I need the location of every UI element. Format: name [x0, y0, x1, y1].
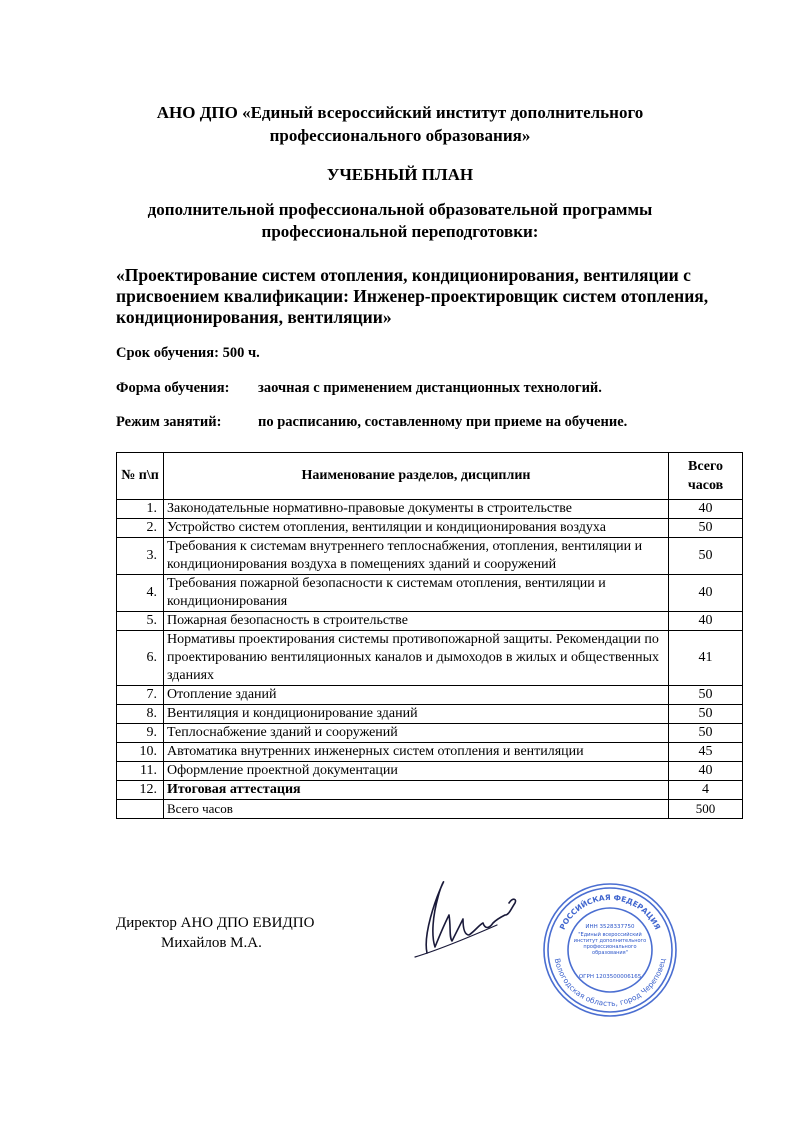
table-row	[117, 705, 743, 724]
column-header-hours	[669, 453, 743, 500]
total-hours: 500	[669, 800, 743, 819]
curriculum-table-body	[117, 500, 743, 800]
row-hours: 40	[669, 612, 743, 631]
document-title: УЧЕБНЫЙ ПЛАН	[326, 165, 474, 184]
organization-name	[0, 101, 800, 147]
table-header-row	[117, 453, 743, 500]
row-discipline-name: Нормативы проектирования системы противопожарной защиты. Рекомендации по проектированию вентиляционных каналов и дымоходов в жилых и общественных зданиях	[164, 631, 669, 686]
director-name: Михайлов М.А.	[161, 935, 262, 951]
official-stamp	[540, 880, 680, 1020]
org-line-2: профессионального образования»	[269, 126, 531, 145]
curriculum-table	[116, 452, 743, 819]
row-number: 3.	[117, 538, 164, 575]
column-header-number: № п\п	[117, 453, 164, 500]
row-hours: 50	[669, 724, 743, 743]
table-row	[117, 500, 743, 519]
study-form-label: Форма обучения:	[116, 380, 230, 396]
row-hours: 41	[669, 631, 743, 686]
row-number: 1.	[117, 500, 164, 519]
row-discipline-name: Автоматика внутренних инженерных систем отопления и вентиляции	[164, 743, 669, 762]
row-discipline-name: Устройство систем отопления, вентиляции и кондиционирования воздуха	[164, 519, 669, 538]
study-mode-value: по расписанию, составленному при приеме на обучение.	[258, 414, 628, 430]
row-discipline-name: Законодательные нормативно-правовые документы в строительстве	[164, 500, 669, 519]
table-row	[117, 781, 743, 800]
stamp-inner-text: "Единый всероссийский институт дополнительного профессионального образования"	[573, 932, 647, 956]
row-hours: 50	[669, 686, 743, 705]
row-discipline-name: Требования пожарной безопасности к системам отопления, вентиляции и кондиционирования	[164, 575, 669, 612]
study-mode	[116, 414, 628, 431]
row-discipline-name: Вентиляция и кондиционирование зданий	[164, 705, 669, 724]
study-mode-label: Режим занятий:	[116, 414, 222, 430]
stamp-outer-top-text: РОССИЙСКАЯ ФЕДЕРАЦИЯ	[557, 892, 663, 932]
row-number: 7.	[117, 686, 164, 705]
column-header-name: Наименование разделов, дисциплин	[164, 453, 669, 500]
total-label: Всего часов	[164, 800, 669, 819]
study-duration: Срок обучения: 500 ч.	[116, 345, 260, 361]
row-number: 5.	[117, 612, 164, 631]
row-hours: 50	[669, 705, 743, 724]
row-discipline-name: Теплоснабжение зданий и сооружений	[164, 724, 669, 743]
row-discipline-name: Отопление зданий	[164, 686, 669, 705]
table-row	[117, 631, 743, 686]
table-row	[117, 538, 743, 575]
table-row	[117, 575, 743, 612]
stamp-inner-text-container	[572, 932, 648, 966]
table-row	[117, 686, 743, 705]
document-subtitle	[0, 199, 800, 243]
stamp-ogrn: ОГРН 1203500006165	[578, 974, 642, 980]
row-discipline-name: Пожарная безопасность в строительстве	[164, 612, 669, 631]
director-signature	[405, 875, 535, 965]
row-hours: 4	[669, 781, 743, 800]
row-number: 12.	[117, 781, 164, 800]
row-hours: 45	[669, 743, 743, 762]
table-row	[117, 519, 743, 538]
row-discipline-name: Итоговая аттестация	[164, 781, 669, 800]
row-hours: 40	[669, 500, 743, 519]
study-form	[116, 380, 602, 397]
row-number: 4.	[117, 575, 164, 612]
row-hours: 50	[669, 538, 743, 575]
stamp-inn: ИНН 3528337750	[585, 924, 635, 930]
row-hours: 40	[669, 575, 743, 612]
row-discipline-name: Оформление проектной документации	[164, 762, 669, 781]
org-line-1: АНО ДПО «Единый всероссийский институт дополнительного	[156, 103, 644, 122]
table-row	[117, 743, 743, 762]
row-hours: 50	[669, 519, 743, 538]
table-row	[117, 724, 743, 743]
row-number: 2.	[117, 519, 164, 538]
director-block	[116, 913, 314, 953]
table-row	[117, 612, 743, 631]
row-number: 10.	[117, 743, 164, 762]
row-number: 8.	[117, 705, 164, 724]
director-title: Директор АНО ДПО ЕВИДПО	[116, 915, 315, 931]
study-form-value: заочная с применением дистанционных технологий.	[258, 380, 602, 396]
row-number: 6.	[117, 631, 164, 686]
row-discipline-name: Требования к системам внутреннего теплоснабжения, отопления, вентиляции и кондиционирования воздуха в помещениях зданий и сооружений	[164, 538, 669, 575]
table-row	[117, 762, 743, 781]
row-number: 11.	[117, 762, 164, 781]
row-hours: 40	[669, 762, 743, 781]
program-name: «Проектирование систем отопления, кондиционирования, вентиляции с присвоением квалификации: Инженер-проектировщик систем отопления, кондиционирования, вентиляции»	[116, 265, 709, 327]
total-empty-cell	[117, 800, 164, 819]
row-number: 9.	[117, 724, 164, 743]
subtitle-line-2: профессиональной переподготовки:	[261, 222, 539, 241]
subtitle-line-1: дополнительной профессиональной образовательной программы	[147, 200, 653, 219]
stamp-outer-bottom-text: Вологодская область, город Череповец	[552, 957, 668, 1009]
hours-header-line-2: часов	[687, 478, 724, 493]
table-total-row	[117, 800, 743, 819]
hours-header-line-1: Всего	[688, 459, 723, 474]
